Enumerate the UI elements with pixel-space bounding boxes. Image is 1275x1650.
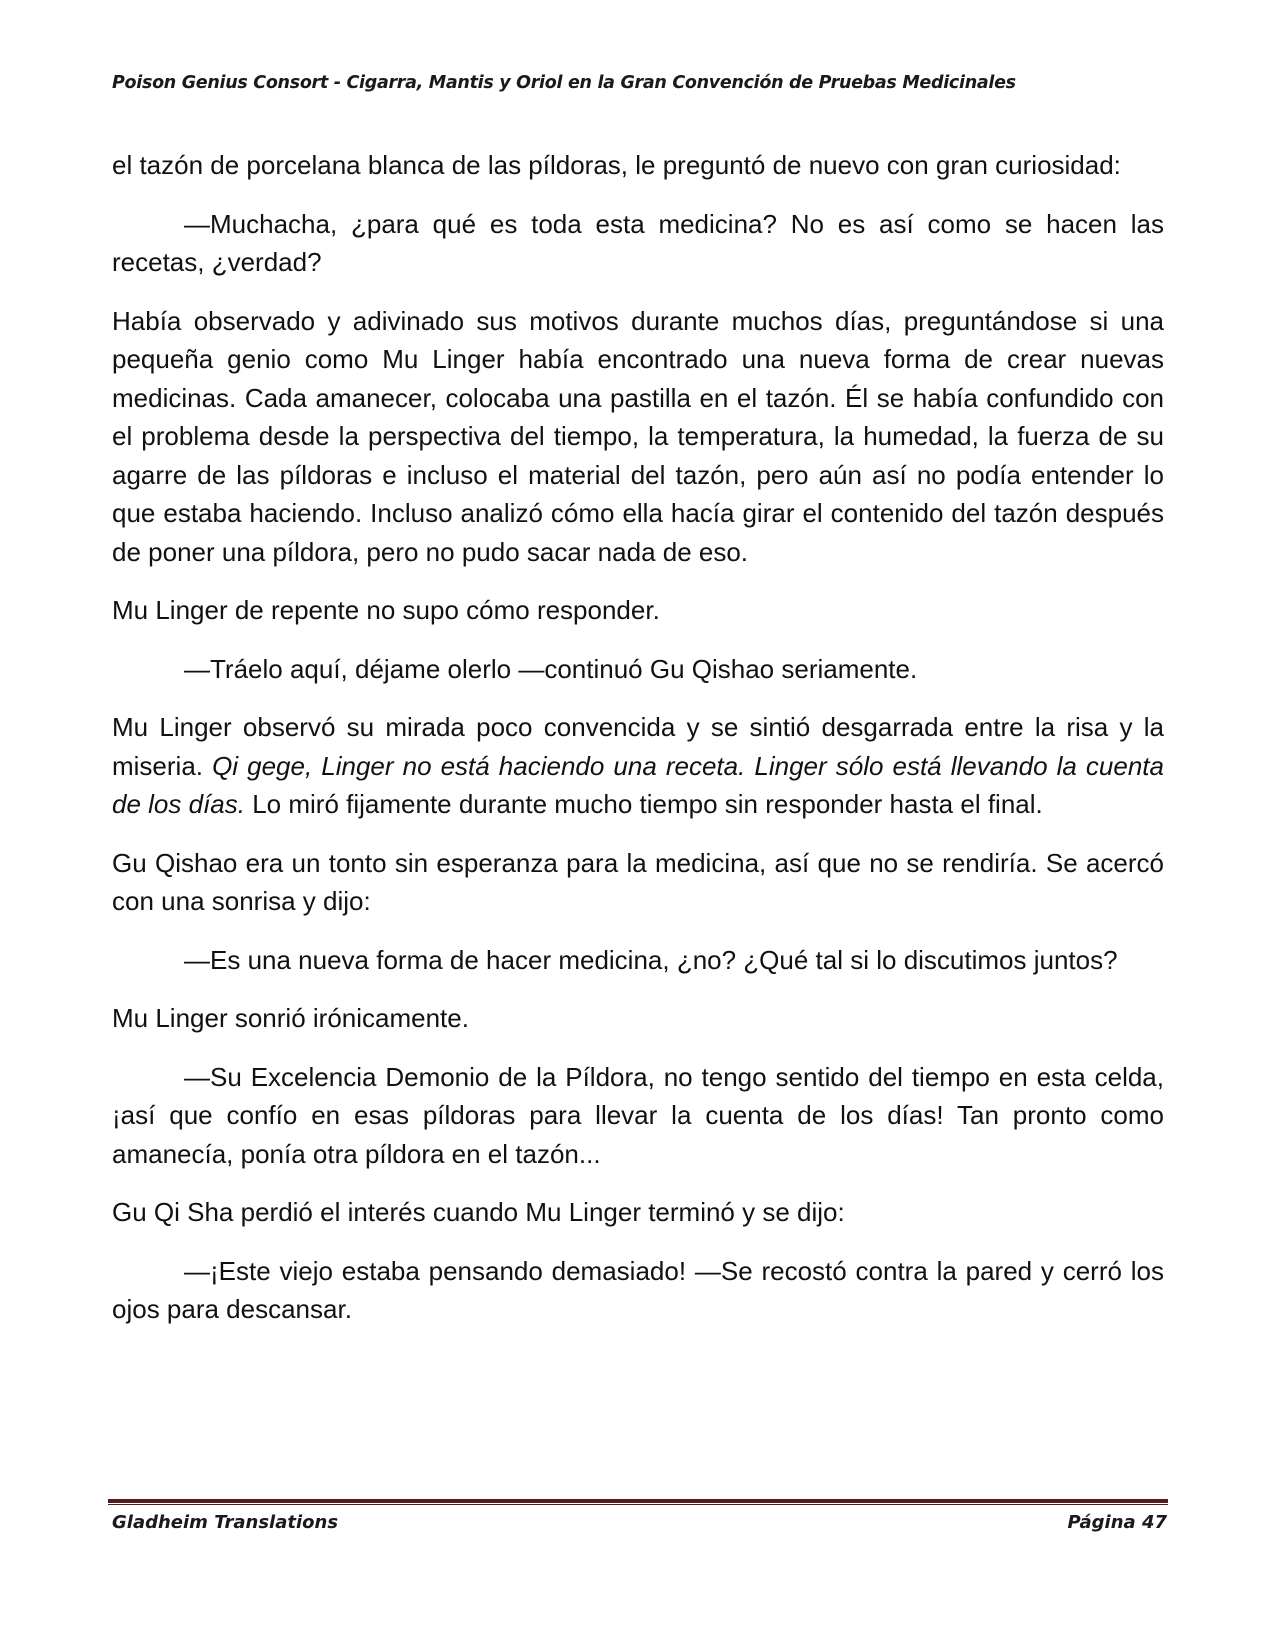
paragraph-6-italic-thought: Qi gege, Linger no está haciendo una receta. Linger sólo está llevando la cuenta de los días.	[112, 750, 1164, 819]
paragraph-3: Había observado y adivinado sus motivos durante muchos días, preguntándose si una pequeña genio como Mu Linger había encontrado una nueva forma de crear nuevas medicinas. Cada amanecer, colocaba una pastilla en el tazón. Él se había confundido con el problema desde la perspectiva del tiempo, la temperatura, la humedad, la fuerza de su agarre de las píldoras e incluso el material del tazón, pero aún así no podía entender lo que estaba haciendo. Incluso analizó cómo ella hacía girar el contenido del tazón después de poner una píldora, pero no pudo sacar nada de eso.	[112, 305, 1164, 567]
paragraph-2-dialogue: —Muchacha, ¿para qué es toda esta medicina? No es así como se hacen las recetas, ¿verdad?	[112, 208, 1164, 277]
paragraph-5-dialogue: —Tráelo aquí, déjame olerlo —continuó Gu Qishao seriamente.	[184, 653, 918, 684]
paragraph-8-dialogue: —Es una nueva forma de hacer medicina, ¿no? ¿Qué tal si lo discutimos juntos?	[184, 944, 1118, 975]
document-body	[112, 146, 1164, 1349]
paragraph-6-part2: Lo miró fijamente durante mucho tiempo sin responder hasta el final.	[244, 789, 1043, 819]
paragraph-12-dialogue: —¡Este viejo estaba pensando demasiado! —Se recostó contra la pared y cerró los ojos para descansar.	[112, 1255, 1164, 1324]
paragraph-6	[112, 708, 1164, 824]
paragraph-6-part1: Mu Linger observó su mirada poco convencida y se sintió desgarrada entre la risa y la miseria.	[112, 712, 1164, 781]
paragraph-7: Gu Qishao era un tonto sin esperanza para la medicina, así que no se rendiría. Se acercó con una sonrisa y dijo:	[112, 847, 1164, 916]
running-header-title: Poison Genius Consort - Cigarra, Mantis y Oriol en la Gran Convención de Pruebas Medicinales	[112, 73, 1016, 93]
paragraph-1: el tazón de porcelana blanca de las píldoras, le preguntó de nuevo con gran curiosidad:	[112, 150, 1121, 180]
paragraph-4: Mu Linger de repente no supo cómo responder.	[112, 595, 660, 625]
footer-divider	[108, 1499, 1168, 1505]
footer-publisher: Gladheim Translations	[112, 1512, 339, 1533]
paragraph-11: Gu Qi Sha perdió el interés cuando Mu Linger terminó y se dijo:	[112, 1197, 845, 1227]
paragraph-10-dialogue: —Su Excelencia Demonio de la Píldora, no tengo sentido del tiempo en esta celda, ¡así que confío en esas píldoras para llevar la cuenta de los días! Tan pronto como amanecía, ponía otra píldora en el tazón...	[112, 1061, 1164, 1169]
paragraph-9: Mu Linger sonrió irónicamente.	[112, 1003, 469, 1033]
footer-page-number: Página 47	[1067, 1512, 1167, 1533]
